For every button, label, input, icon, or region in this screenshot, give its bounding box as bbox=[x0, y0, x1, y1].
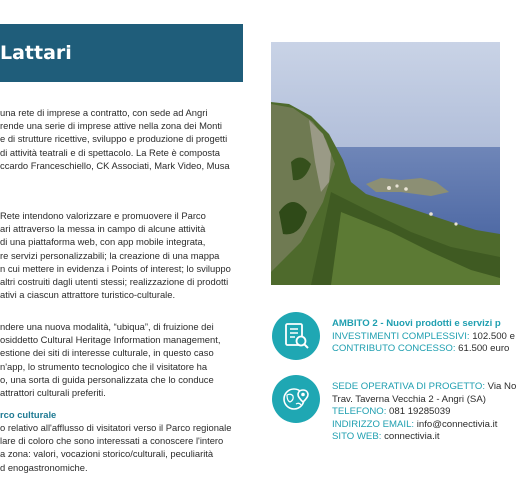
text-line: di una piattaforma web, con app mobile integrata, bbox=[0, 236, 206, 248]
coastline-photo-art bbox=[271, 42, 500, 285]
text-line: Rete intendono valorizzare e promuovere il Parco bbox=[0, 210, 206, 221]
sede-value: Via No bbox=[487, 381, 516, 392]
text-line: n cui mettere in evidenza i Points of interest; lo sviluppo bbox=[0, 262, 231, 274]
text-line: altri costruiti dagli utenti stessi; realizzazione di prodotti bbox=[0, 276, 229, 288]
sede-address-line: Trav. Taverna Vecchia 2 - Angri (SA) bbox=[332, 393, 486, 405]
investimenti-label: INVESTIMENTI COMPLESSIVI: bbox=[332, 330, 470, 342]
text-line: a zona: valori, vocazioni storico/culturali, peculiarità bbox=[0, 448, 214, 460]
email-label: INDIRIZZO EMAIL: bbox=[332, 418, 415, 430]
text-line: e di strutture ricettive, sviluppo e produzione di progetti bbox=[0, 133, 228, 145]
contributo-label: CONTRIBUTO CONCESSO: bbox=[332, 343, 456, 355]
email-link[interactable]: info@connectivia.it bbox=[416, 418, 498, 430]
goals-paragraph bbox=[0, 209, 248, 301]
funding-info bbox=[332, 318, 515, 356]
telefono-value[interactable]: 081 19285039 bbox=[389, 406, 451, 418]
text-line: ativi a ciascun attrattore turistico-culturale. bbox=[0, 289, 176, 301]
contributo-value: 61.500 euro bbox=[458, 343, 510, 355]
text-line: di attività teatrali e di spettacolo. La Rete è composta bbox=[0, 146, 220, 158]
document-search-icon-badge bbox=[272, 312, 320, 360]
text-line: o, una sorta di guida personalizzata che lo conduce bbox=[0, 373, 214, 385]
investimenti-value: 102.500 e bbox=[472, 330, 515, 342]
web-label: SITO WEB: bbox=[332, 431, 382, 443]
page-title-bar bbox=[0, 24, 243, 82]
text-line: ari attraverso la messa in campo di alcune attività bbox=[0, 223, 206, 235]
text-line: re servizi personalizzabili; la creazione di una mappa bbox=[0, 249, 220, 261]
map-location-icon-badge bbox=[272, 375, 320, 423]
text-line: rende una serie di imprese attive nella zona dei Monti bbox=[0, 120, 223, 132]
sede-label: SEDE OPERATIVA DI PROGETTO: bbox=[332, 381, 485, 392]
text-line: attrattori culturali preferiti. bbox=[0, 387, 106, 399]
map-location-icon bbox=[281, 384, 311, 414]
coastline-photo bbox=[271, 42, 500, 285]
text-line: n'app, lo strumento tecnologico che il visitatore ha bbox=[0, 360, 208, 372]
text-line: ndere una nuova modalità, “ubiqua”, di fruizione dei bbox=[0, 321, 214, 332]
web-link[interactable]: connectivia.it bbox=[384, 431, 440, 443]
intro-paragraph bbox=[0, 106, 248, 172]
section-parco-culturale bbox=[0, 409, 248, 474]
contacts-info bbox=[332, 381, 516, 444]
page-title: Lattari bbox=[0, 42, 72, 64]
text-line: ccardo Franceschiello, CK Associati, Mark Video, Musa bbox=[0, 159, 230, 171]
text-line: lare di coloro che sono interessati a conoscere l'intero bbox=[0, 435, 224, 447]
ambito-title: AMBITO 2 - Nuovi prodotti e servizi p bbox=[332, 318, 501, 329]
ubiqua-paragraph bbox=[0, 320, 248, 399]
text-line: estione dei siti di interesse culturale, in questo caso bbox=[0, 347, 214, 359]
text-line: d enogastronomiche. bbox=[0, 461, 88, 473]
text-line: una rete di imprese a contratto, con sede ad Angri bbox=[0, 107, 208, 118]
document-search-icon bbox=[281, 321, 311, 351]
telefono-label: TELEFONO: bbox=[332, 406, 387, 418]
section-title: rco culturale bbox=[0, 409, 57, 420]
text-line: osiddetto Cultural Heritage Information management, bbox=[0, 334, 221, 346]
text-line: o relativo all'afflusso di visitatori verso il Parco regionale bbox=[0, 422, 232, 433]
